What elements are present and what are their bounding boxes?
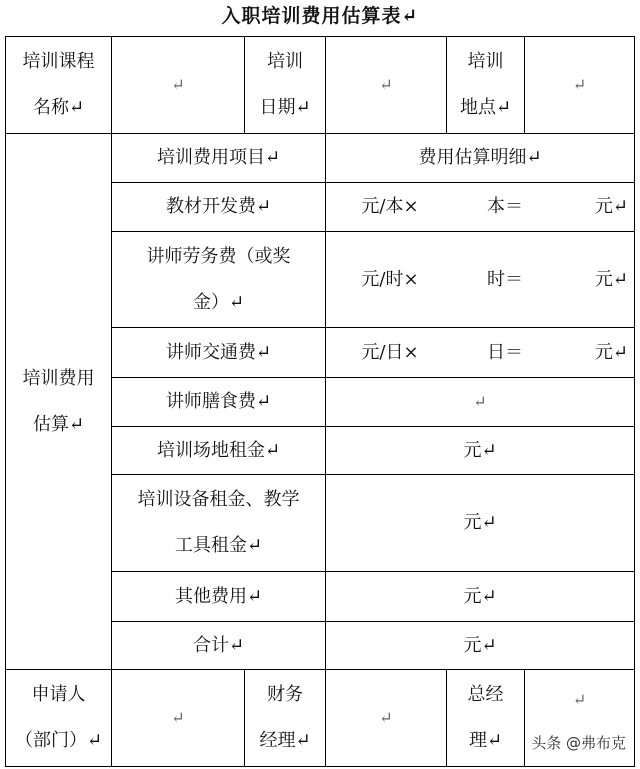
transport-rate[interactable]: 元/日× — [361, 341, 419, 363]
transport-days[interactable]: 日＝ — [487, 341, 523, 363]
row-label-other: 其他费用↵ — [174, 585, 263, 607]
other-value[interactable]: 元↵ — [463, 585, 497, 607]
materials-unit-price[interactable]: 元/本× — [361, 196, 419, 217]
applicant-label: 申请人 （部门）↵ — [14, 684, 103, 751]
finance-manager-signature[interactable]: ↵ — [379, 708, 393, 727]
document-title: 入职培训费用估算表↵ — [221, 5, 419, 27]
course-name-value[interactable]: ↵ — [171, 75, 185, 94]
finance-manager-label: 财务 经理↵ — [259, 684, 311, 751]
lecturer-fee-rate[interactable]: 元/时× — [361, 268, 419, 290]
course-name-label: 培训课程 名称↵ — [22, 51, 95, 118]
training-date-value[interactable]: ↵ — [379, 75, 393, 94]
row-label-meals: 讲师膳食费↵ — [165, 391, 272, 412]
training-location-label: 培训 地点↵ — [459, 51, 512, 118]
training-location-value[interactable]: ↵ — [572, 75, 587, 94]
meals-value[interactable]: ↵ — [473, 392, 487, 411]
general-manager-label: 总经 理↵ — [467, 684, 504, 751]
row-label-materials: 教材开发费↵ — [165, 196, 272, 217]
row-label-lecturer-fee: 讲师劳务费（或奖 金）↵ — [146, 245, 291, 313]
lecturer-fee-total[interactable]: 元↵ — [594, 268, 628, 290]
row-label-total: 合计↵ — [192, 634, 245, 656]
row-label-transport: 讲师交通费↵ — [165, 341, 272, 363]
watermark: 头条 @弗布克 — [531, 734, 626, 752]
transport-total[interactable]: 元↵ — [594, 341, 628, 363]
column-header-detail: 费用估算明细↵ — [418, 147, 542, 168]
applicant-signature[interactable]: ↵ — [171, 708, 185, 727]
materials-quantity[interactable]: 本＝ — [487, 196, 523, 217]
row-label-venue: 培训场地租金↵ — [156, 439, 281, 461]
table-border-right — [634, 36, 635, 767]
table-border-bottom — [5, 766, 635, 767]
training-date-label: 培训 日期↵ — [259, 51, 311, 118]
general-manager-signature[interactable]: ↵ — [572, 690, 587, 709]
estimate-group-label: 培训费用 估算↵ — [22, 367, 95, 435]
equipment-value[interactable]: 元↵ — [463, 512, 497, 533]
row-label-equipment: 培训设备租金、教学 工具租金↵ — [137, 489, 300, 556]
materials-total[interactable]: 元↵ — [594, 196, 628, 217]
column-header-item: 培训费用项目↵ — [156, 147, 281, 168]
total-value[interactable]: 元↵ — [463, 634, 497, 656]
venue-value[interactable]: 元↵ — [463, 439, 497, 461]
lecturer-fee-hours[interactable]: 时＝ — [487, 268, 523, 290]
